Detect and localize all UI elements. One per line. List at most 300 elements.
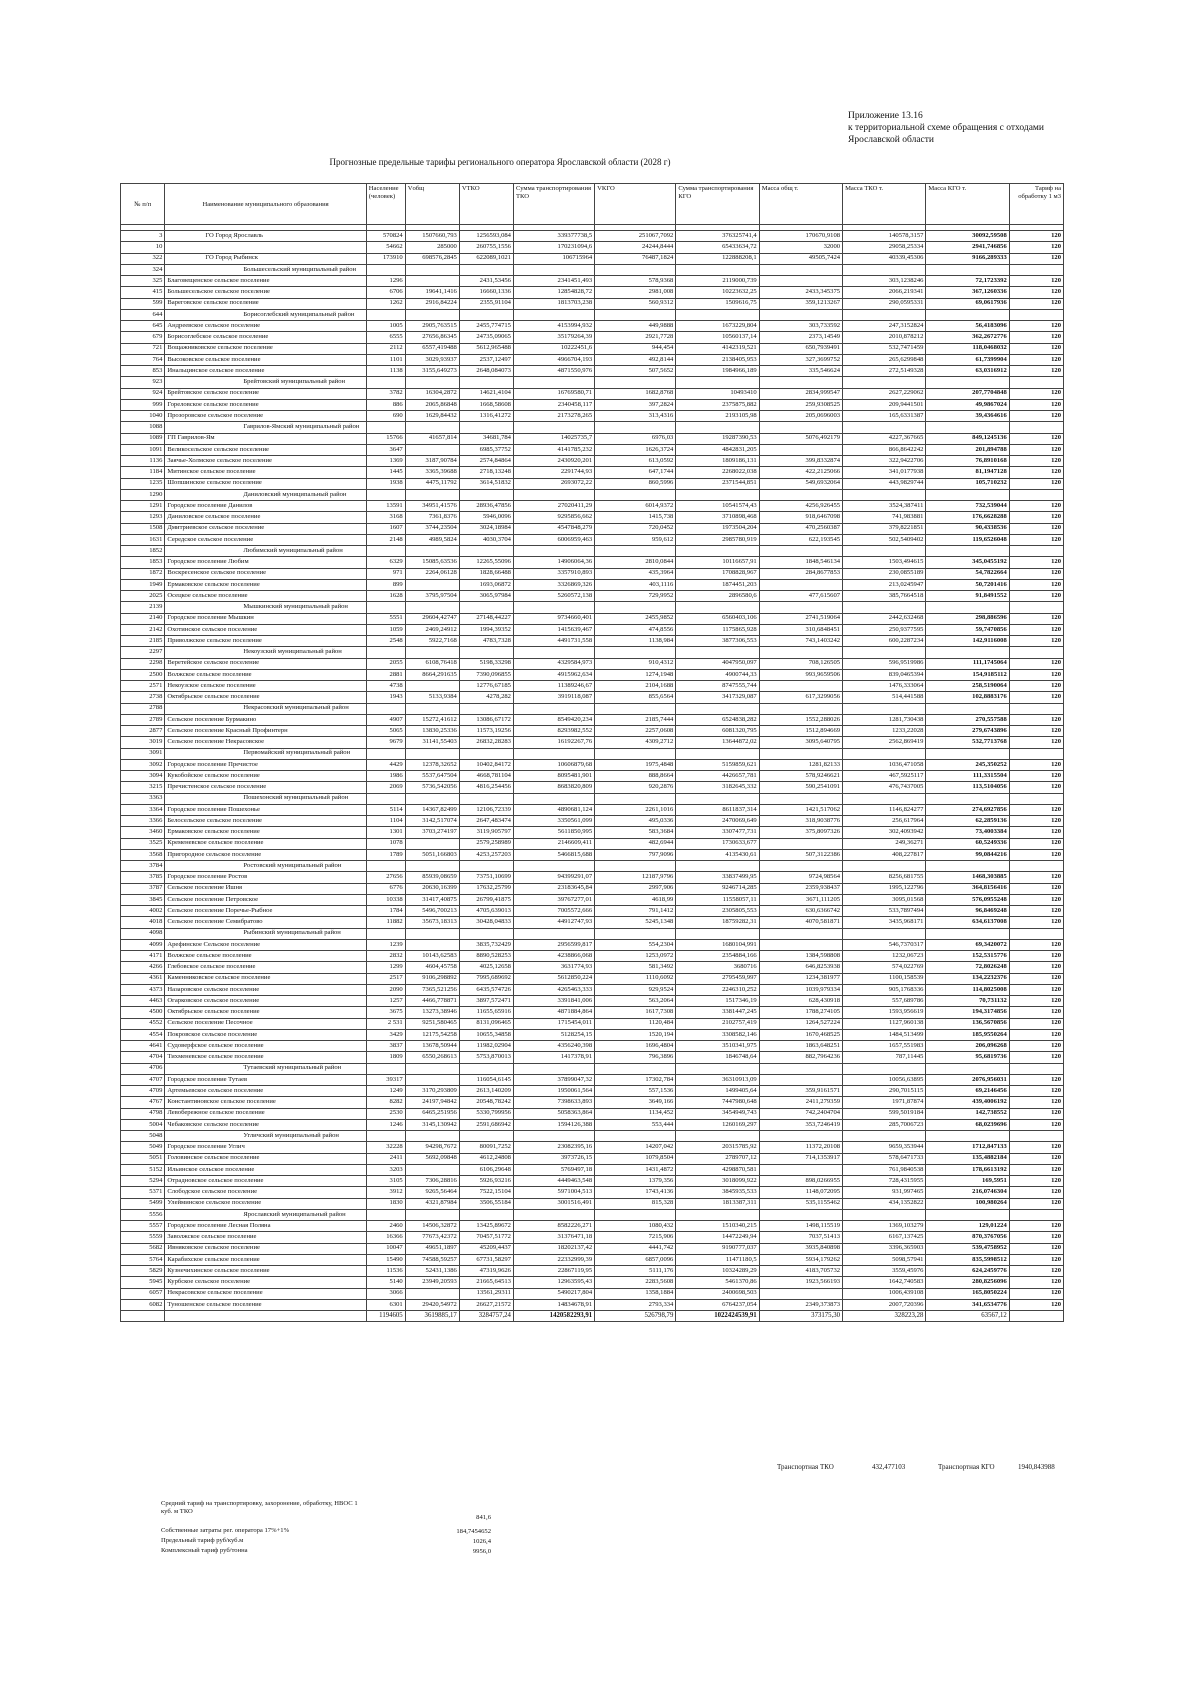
value-cell — [405, 422, 459, 433]
row-number-cell: 4500 — [121, 1007, 165, 1018]
value-cell: 50,7201416 — [926, 579, 1009, 590]
value-cell: 12265,55096 — [459, 557, 513, 568]
value-cell: 581,3492 — [595, 962, 676, 973]
appendix-note — [848, 110, 1044, 146]
value-cell — [759, 939, 842, 950]
value-cell: 13561,29311 — [459, 1288, 513, 1299]
municipality-name-cell: Сельское поселение Поречье-Рыбное — [165, 906, 366, 917]
value-cell: 590,2541091 — [759, 782, 842, 793]
table-row — [121, 456, 1064, 467]
value-cell: 1657,551983 — [843, 1041, 926, 1052]
table-row — [121, 714, 1064, 725]
value-cell: 120 — [1009, 962, 1063, 973]
value-cell — [459, 647, 513, 658]
value-cell — [926, 602, 1009, 613]
row-number-cell: 1091 — [121, 444, 165, 455]
value-cell: 3703,274197 — [405, 827, 459, 838]
value-cell: 1520,194 — [595, 1029, 676, 1040]
value-cell: 114,8025008 — [926, 984, 1009, 995]
value-cell: 4966704,193 — [513, 354, 594, 365]
municipality-name-cell: Городское поселение Данилов — [165, 501, 366, 512]
value-cell: 120 — [1009, 804, 1063, 815]
value-cell: 11372,20108 — [759, 1142, 842, 1153]
value-cell: 1593,956619 — [843, 1007, 926, 1018]
value-cell: 1120,484 — [595, 1018, 676, 1029]
value-cell — [405, 489, 459, 500]
value-cell: 3510341,975 — [676, 1041, 759, 1052]
value-cell: 52431,1386 — [405, 1266, 459, 1277]
value-cell — [926, 647, 1009, 658]
municipality-name-cell: Ивняковское сельское поселение — [165, 1243, 366, 1254]
value-cell: 18202137,42 — [513, 1243, 594, 1254]
value-cell: 9251,580465 — [405, 1018, 459, 1029]
table-row — [121, 1097, 1064, 1108]
table-row — [121, 1243, 1064, 1254]
value-cell: 888,8664 — [595, 771, 676, 782]
value-cell: 10606879,68 — [513, 759, 594, 770]
municipality-name-cell: Рыбинский муниципальный район — [165, 928, 366, 939]
value-cell: 10655,34858 — [459, 1029, 513, 1040]
value-cell: 3001516,491 — [513, 1198, 594, 1209]
table-row — [121, 1198, 1064, 1209]
value-cell: 14472249,94 — [676, 1232, 759, 1243]
value-cell — [405, 377, 459, 388]
value-cell: 2896580,6 — [676, 591, 759, 602]
value-cell: 546,7370317 — [843, 939, 926, 950]
municipality-name-cell: Пошехонский муниципальный район — [165, 793, 366, 804]
value-cell: 15766 — [366, 433, 405, 444]
row-number-cell: 3784 — [121, 861, 165, 872]
value-cell: 120 — [1009, 231, 1063, 242]
value-cell — [459, 1131, 513, 1142]
value-cell: 207,7704848 — [926, 388, 1009, 399]
value-cell — [366, 489, 405, 500]
value-cell — [843, 793, 926, 804]
value-cell: 12963595,43 — [513, 1277, 594, 1288]
value-cell: 2905,763515 — [405, 321, 459, 332]
value-cell — [595, 546, 676, 557]
table-row — [121, 253, 1064, 264]
value-cell — [595, 309, 676, 320]
value-cell: 120 — [1009, 411, 1063, 422]
value-cell: 3182645,332 — [676, 782, 759, 793]
value-cell: 4705,639013 — [459, 906, 513, 917]
value-cell: 120 — [1009, 939, 1063, 950]
value-cell: 23183645,84 — [513, 883, 594, 894]
value-cell: 1830 — [366, 1198, 405, 1209]
value-cell: 434,1352822 — [843, 1198, 926, 1209]
value-cell: 4265463,333 — [513, 984, 594, 995]
value-cell — [513, 377, 594, 388]
value-cell: 4253,257203 — [459, 849, 513, 860]
value-cell: 6555 — [366, 332, 405, 343]
row-number-cell: 2500 — [121, 669, 165, 680]
row-number-cell: 2139 — [121, 602, 165, 613]
table-row — [121, 343, 1064, 354]
row-number-cell: 6082 — [121, 1299, 165, 1310]
value-cell: 422,2125066 — [759, 467, 842, 478]
value-cell: 5159859,621 — [676, 759, 759, 770]
value-cell: 120 — [1009, 1007, 1063, 1018]
table-row — [121, 1018, 1064, 1029]
value-cell: 5065 — [366, 726, 405, 737]
value-cell: 3680716 — [676, 962, 759, 973]
value-cell: 120 — [1009, 253, 1063, 264]
table-row — [121, 354, 1064, 365]
row-number-cell: 4709 — [121, 1086, 165, 1097]
table-row — [121, 894, 1064, 905]
value-cell: 5461370,86 — [676, 1277, 759, 1288]
value-cell: 5076,492179 — [759, 433, 842, 444]
value-cell: 120 — [1009, 1266, 1063, 1277]
district-heading-row — [121, 1209, 1064, 1220]
value-cell: 120 — [1009, 681, 1063, 692]
value-cell: 1264,527224 — [759, 1018, 842, 1029]
value-cell — [676, 928, 759, 939]
value-cell: 120 — [1009, 759, 1063, 770]
district-heading-row — [121, 928, 1064, 939]
value-cell: 10338 — [366, 894, 405, 905]
value-cell: 120 — [1009, 737, 1063, 748]
value-cell: 95,6819736 — [926, 1052, 1009, 1063]
value-cell: 327,3699752 — [759, 354, 842, 365]
value-cell: 105,710232 — [926, 478, 1009, 489]
value-cell: 5922,7168 — [405, 636, 459, 647]
value-cell — [843, 861, 926, 872]
value-cell: 2055 — [366, 658, 405, 669]
value-cell: 80091,7252 — [459, 1142, 513, 1153]
value-cell: 3877306,553 — [676, 636, 759, 647]
municipality-name-cell: Борисоглебский муниципальный район — [165, 309, 366, 320]
value-cell: 2341451,493 — [513, 276, 594, 287]
value-cell — [676, 489, 759, 500]
row-number-cell: 1872 — [121, 568, 165, 579]
value-cell: 2981,008 — [595, 287, 676, 298]
value-cell: 1299 — [366, 962, 405, 973]
row-number-cell: 4098 — [121, 928, 165, 939]
value-cell: 118,0468032 — [926, 343, 1009, 354]
value-cell — [595, 861, 676, 872]
value-cell: 359,9161571 — [759, 1086, 842, 1097]
municipality-name-cell: Тихменевское сельское поселение — [165, 1052, 366, 1063]
value-cell: 73751,10699 — [459, 872, 513, 883]
transport-tko-label: Транспортная ТКО — [777, 1463, 834, 1471]
municipality-name-cell: Головинское сельское поселение — [165, 1153, 366, 1164]
value-cell: 3649,166 — [595, 1097, 676, 1108]
value-cell: 120 — [1009, 287, 1063, 298]
value-cell: 4604,45758 — [405, 962, 459, 973]
value-cell: 4900744,33 — [676, 669, 759, 680]
row-number-cell: 4463 — [121, 996, 165, 1007]
table-row — [121, 1041, 1064, 1052]
value-cell: 120 — [1009, 1187, 1063, 1198]
value-cell: 1138,984 — [595, 636, 676, 647]
value-cell — [759, 546, 842, 557]
header-cell: Масса КГО т. — [926, 184, 1009, 225]
value-cell: 120 — [1009, 1198, 1063, 1209]
value-cell — [459, 1063, 513, 1074]
value-cell: 849,1245136 — [926, 433, 1009, 444]
value-cell: 4256,926455 — [759, 501, 842, 512]
value-cell: 1784 — [366, 906, 405, 917]
value-cell: 120 — [1009, 557, 1063, 568]
municipality-name-cell: Прозоровское сельское поселение — [165, 411, 366, 422]
value-cell: 1253,0972 — [595, 951, 676, 962]
row-number-cell: 644 — [121, 309, 165, 320]
value-cell: 3897,572471 — [459, 996, 513, 1007]
value-cell: 249,36271 — [843, 838, 926, 849]
value-cell: 91,8491552 — [926, 591, 1009, 602]
value-cell: 120 — [1009, 433, 1063, 444]
value-cell: 120 — [1009, 714, 1063, 725]
row-number-cell: 4554 — [121, 1029, 165, 1040]
value-cell: 1379,356 — [595, 1176, 676, 1187]
municipality-name-cell: Мышкинский муниципальный район — [165, 602, 366, 613]
total-cell: 3619885,17 — [405, 1311, 459, 1322]
row-number-cell: 2140 — [121, 613, 165, 624]
value-cell: 3029,93937 — [405, 354, 459, 365]
value-cell — [459, 703, 513, 714]
municipality-name-cell: Некрасовское сельское поселение — [165, 1288, 366, 1299]
value-cell: 1101 — [366, 354, 405, 365]
value-cell: 142,738552 — [926, 1108, 1009, 1119]
municipality-name-cell: Любимский муниципальный район — [165, 546, 366, 557]
value-cell: 120 — [1009, 1041, 1063, 1052]
value-cell: 2517 — [366, 973, 405, 984]
table-row — [121, 399, 1064, 410]
value-cell: 2647,483474 — [459, 816, 513, 827]
row-number-cell: 1291 — [121, 501, 165, 512]
value-cell: 5245,1348 — [595, 917, 676, 928]
value-cell: 1788,274105 — [759, 1007, 842, 1018]
value-cell: 15272,41612 — [405, 714, 459, 725]
value-cell — [676, 703, 759, 714]
value-cell — [513, 489, 594, 500]
value-cell: 1369,103279 — [843, 1221, 926, 1232]
value-cell: 482,6944 — [595, 838, 676, 849]
municipality-name-cell: Октябрьское сельское поселение — [165, 1007, 366, 1018]
value-cell: 129,01224 — [926, 1221, 1009, 1232]
value-cell: 106715964 — [513, 253, 594, 264]
value-cell: 35673,18313 — [405, 917, 459, 928]
value-cell: 839,0465394 — [843, 669, 926, 680]
value-cell: 74588,59257 — [405, 1254, 459, 1265]
value-cell: 5058363,864 — [513, 1108, 594, 1119]
value-cell: 120 — [1009, 973, 1063, 984]
value-cell: 2648,084073 — [459, 366, 513, 377]
value-cell: 245,350252 — [926, 759, 1009, 770]
district-heading-row — [121, 602, 1064, 613]
value-cell — [926, 748, 1009, 759]
value-cell: 120 — [1009, 591, 1063, 602]
table-row — [121, 1187, 1064, 1198]
value-cell: 4618,99 — [595, 894, 676, 905]
value-cell: 866,8642242 — [843, 444, 926, 455]
value-cell: 11558057,11 — [676, 894, 759, 905]
row-number-cell: 5557 — [121, 1221, 165, 1232]
value-cell: 2591,686942 — [459, 1119, 513, 1130]
municipality-name-cell: Волжское сельское поселение — [165, 951, 366, 962]
value-cell: 9679 — [366, 737, 405, 748]
value-cell: 49651,1897 — [405, 1243, 459, 1254]
municipality-name-cell: Городское поселение Пошехонье — [165, 804, 366, 815]
value-cell: 1421,517062 — [759, 804, 842, 815]
municipality-name-cell: Улейминское сельское поселение — [165, 1198, 366, 1209]
value-cell: 10560137,14 — [676, 332, 759, 343]
value-cell: 732,539044 — [926, 501, 1009, 512]
municipality-name-cell: Охотинское сельское поселение — [165, 624, 366, 635]
value-cell: 474,8556 — [595, 624, 676, 635]
value-cell: 5490217,804 — [513, 1288, 594, 1299]
value-cell: 2246310,252 — [676, 984, 759, 995]
value-cell: 1281,82133 — [759, 759, 842, 770]
value-cell: 364,8156416 — [926, 883, 1009, 894]
value-cell: 12175,54258 — [405, 1029, 459, 1040]
value-cell: 1498,115519 — [759, 1221, 842, 1232]
value-cell — [1009, 748, 1063, 759]
value-cell: 2613,140209 — [459, 1086, 513, 1097]
row-number-cell: 5371 — [121, 1187, 165, 1198]
value-cell: 10223632,25 — [676, 287, 759, 298]
table-row — [121, 737, 1064, 748]
value-cell: 1431,4872 — [595, 1164, 676, 1175]
value-cell — [459, 309, 513, 320]
value-cell: 1994,39352 — [459, 624, 513, 635]
row-number-cell: 4002 — [121, 906, 165, 917]
value-cell: 2548 — [366, 636, 405, 647]
value-cell: 3326869,326 — [513, 579, 594, 590]
value-cell: 54,7822664 — [926, 568, 1009, 579]
value-cell: 3935,840898 — [759, 1243, 842, 1254]
value-cell — [759, 793, 842, 804]
value-cell: 563,2064 — [595, 996, 676, 1007]
value-cell: 2148 — [366, 534, 405, 545]
municipality-name-cell: Городское поселение Лесная Поляна — [165, 1221, 366, 1232]
value-cell: 2834,999547 — [759, 388, 842, 399]
municipality-name-cell: Белосельское сельское поселение — [165, 816, 366, 827]
value-cell: 1232,06723 — [843, 951, 926, 962]
value-cell — [843, 377, 926, 388]
value-cell: 260755,1556 — [459, 242, 513, 253]
row-number-cell: 1088 — [121, 422, 165, 433]
value-cell: 6435,574726 — [459, 984, 513, 995]
value-cell: 2264,06128 — [405, 568, 459, 579]
value-cell: 797,9096 — [595, 849, 676, 860]
value-cell — [366, 377, 405, 388]
value-cell: 971 — [366, 568, 405, 579]
value-cell: 4668,781104 — [459, 771, 513, 782]
value-cell — [676, 309, 759, 320]
value-cell: 470,2560387 — [759, 523, 842, 534]
value-cell: 16660,1336 — [459, 287, 513, 298]
value-cell: 209,9441501 — [843, 399, 926, 410]
value-cell: 120 — [1009, 669, 1063, 680]
value-cell: 1517346,19 — [676, 996, 759, 1007]
value-cell — [405, 1164, 459, 1175]
value-cell: 1789 — [366, 849, 405, 860]
table-row — [121, 771, 1064, 782]
value-cell: 886 — [366, 399, 405, 410]
value-cell: 142,9116008 — [926, 636, 1009, 647]
value-cell: 5330,799956 — [459, 1108, 513, 1119]
value-cell: 4227,367665 — [843, 433, 926, 444]
value-cell — [676, 264, 759, 275]
value-cell — [366, 1063, 405, 1074]
value-cell: 20315785,92 — [676, 1142, 759, 1153]
value-cell: 135,4882184 — [926, 1153, 1009, 1164]
value-cell: 3170,293809 — [405, 1086, 459, 1097]
value-cell — [926, 1209, 1009, 1220]
value-cell — [676, 861, 759, 872]
value-cell — [759, 1063, 842, 1074]
value-cell: 36310913,09 — [676, 1074, 759, 1085]
row-number-cell: 324 — [121, 264, 165, 275]
value-cell: 477,615607 — [759, 591, 842, 602]
row-number-cell: 4373 — [121, 984, 165, 995]
value-cell — [595, 928, 676, 939]
value-cell: 5098,57941 — [843, 1254, 926, 1265]
value-cell — [595, 1063, 676, 1074]
value-cell: 270,557588 — [926, 714, 1009, 725]
value-cell: 120 — [1009, 523, 1063, 534]
value-cell — [405, 939, 459, 950]
table-row — [121, 1288, 1064, 1299]
value-cell: 302,4093942 — [843, 827, 926, 838]
row-number-cell: 5559 — [121, 1232, 165, 1243]
value-cell: 3018099,922 — [676, 1176, 759, 1187]
row-number-cell: 679 — [121, 332, 165, 343]
value-cell — [759, 838, 842, 849]
value-cell: 1036,471058 — [843, 759, 926, 770]
row-number-cell: 721 — [121, 343, 165, 354]
value-cell — [366, 1131, 405, 1142]
value-cell: 120 — [1009, 388, 1063, 399]
value-cell — [405, 1131, 459, 1142]
municipality-name-cell: Инальцинское сельское поселение — [165, 366, 366, 377]
table-row — [121, 1086, 1064, 1097]
value-cell: 2 531 — [366, 1018, 405, 1029]
value-cell: 4871550,976 — [513, 366, 594, 377]
header-cell: VТКО — [459, 184, 513, 225]
value-cell: 2400698,503 — [676, 1288, 759, 1299]
municipality-name-cell: Благовещенское сельское поселение — [165, 276, 366, 287]
row-number-cell: 3787 — [121, 883, 165, 894]
value-cell: 1708828,967 — [676, 568, 759, 579]
value-cell: 1369 — [366, 456, 405, 467]
value-cell — [759, 1164, 842, 1175]
value-cell: 30092,59508 — [926, 231, 1009, 242]
value-cell: 3559,45976 — [843, 1266, 926, 1277]
district-heading-row — [121, 546, 1064, 557]
value-cell — [759, 748, 842, 759]
table-row — [121, 298, 1064, 309]
municipality-name-cell: Октябрьское сельское поселение — [165, 692, 366, 703]
value-cell: 2371544,851 — [676, 478, 759, 489]
row-number-cell: 5764 — [121, 1254, 165, 1265]
value-cell — [759, 1131, 842, 1142]
value-cell: 8611837,314 — [676, 804, 759, 815]
value-cell: 120 — [1009, 1221, 1063, 1232]
value-cell: 13644872,02 — [676, 737, 759, 748]
value-cell: 698576,2845 — [405, 253, 459, 264]
value-cell: 1642,740583 — [843, 1277, 926, 1288]
table-row — [121, 321, 1064, 332]
value-cell — [595, 1209, 676, 1220]
value-cell: 120 — [1009, 366, 1063, 377]
table-row — [121, 962, 1064, 973]
value-cell: 4321,87984 — [405, 1198, 459, 1209]
value-cell: 476,7437005 — [843, 782, 926, 793]
